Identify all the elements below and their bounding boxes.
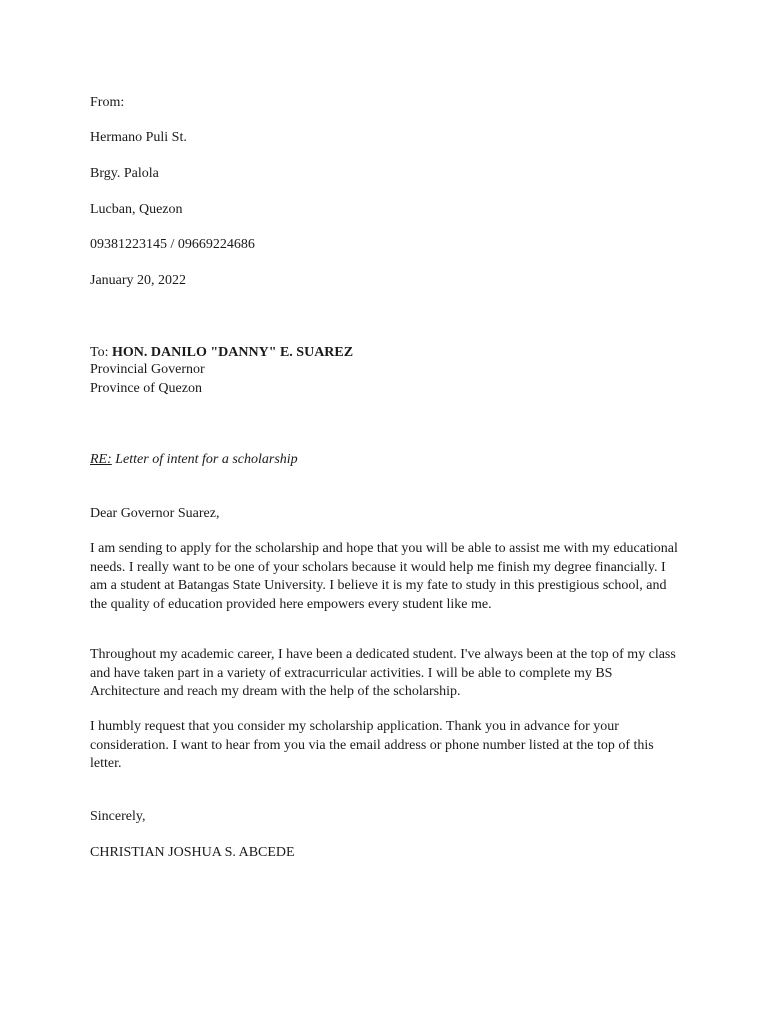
body-paragraph-3: I humbly request that you consider my scholarship application. Thank you in advance for your consideration. I want to hear from you via the email address or phone number listed at the top of this letter. [90,719,654,771]
subject-text: Letter of intent for a scholarship [115,452,298,467]
recipient-title: Provincial Governor [90,362,205,377]
re-label: RE: [90,452,112,467]
salutation: Dear Governor Suarez, [90,506,220,521]
signatory-name: CHRISTIAN JOSHUA S. ABCEDE [90,845,295,860]
letter-date: January 20, 2022 [90,273,187,288]
body-paragraph-1: I am sending to apply for the scholarship and hope that you will be able to assist me with my educational needs. I really want to be one of your scholars because it would help me finish my degree financially. I am a student at Batangas State University. I believe it is my fate to study in this prestigious school, and the quality of education provided here empowers every student like me. [90,541,678,612]
recipient-line [90,344,353,362]
sender-barangay: Brgy. Palola [90,166,159,181]
to-label: To: [90,345,109,360]
sender-phone: 09381223145 / 09669224686 [90,237,255,252]
from-label: From: [90,95,125,110]
sender-street: Hermano Puli St. [90,130,187,145]
sender-city: Lucban, Quezon [90,202,183,217]
recipient-office: Province of Quezon [90,381,202,396]
subject-line [90,451,298,469]
recipient-name: HON. DANILO "DANNY" E. SUAREZ [111,345,354,360]
body-paragraph-2: Throughout my academic career, I have been a dedicated student. I've always been at the top of my class and have taken part in a variety of extracurricular activities. I will be able to complete my BS Architecture and reach my dream with the help of the scholarship. [90,647,676,699]
valediction: Sincerely, [90,809,146,824]
